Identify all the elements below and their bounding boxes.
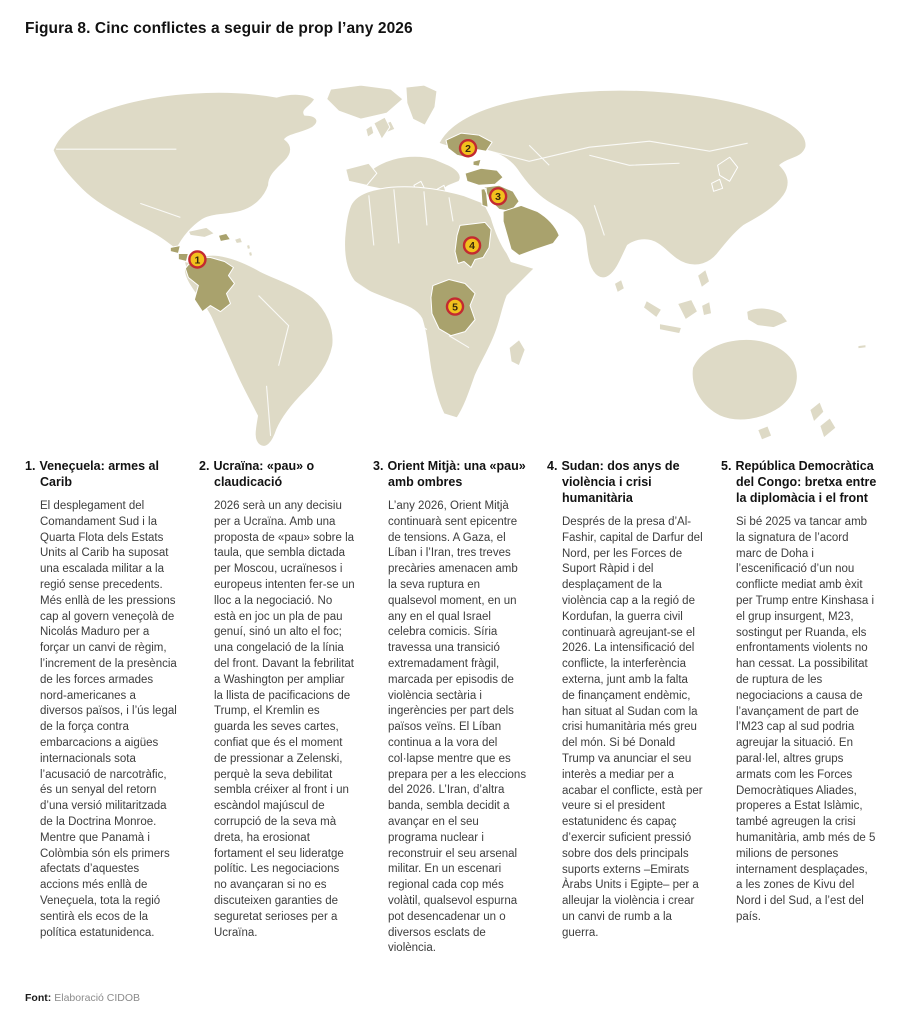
conflict-heading — [547, 458, 703, 506]
map-pacific-island — [858, 345, 866, 349]
world-map — [28, 84, 880, 452]
conflict-heading — [721, 458, 877, 506]
conflict-heading — [199, 458, 355, 490]
map-region-hispaniola — [218, 233, 230, 241]
map-continent-north-america — [53, 92, 317, 249]
map-marker-1 — [189, 251, 205, 267]
map-region-central-america — [170, 245, 188, 261]
map-marker-2 — [460, 140, 476, 156]
map-cuba — [188, 227, 214, 237]
marker-number-1: 1 — [194, 254, 201, 267]
conflict-heading — [373, 458, 529, 490]
conflict-number: 3. — [373, 459, 384, 473]
conflict-body: L’any 2026, Orient Mitjà continuarà sent epicentre de tensions. A Gaza, el Líban i l’Iran, tres treves precàries amenacen amb la seva ruptura en qualsevol moment, en un any en el qual Israel celebra comicis. Síria travessa una transició extremadament fràgil, marcada per episodis de violència sectària i ingerències per part dels països veïns. El Líban continua a la vora del col·lapse mentre que es prepara per a les eleccions del 2026. L’Iran, d’altra banda, sembla decidit a avançar en el seu programa nuclear i reconstruir el seu arsenal militar. En un escenari regional cada cop més volàtil, qualsevol espurna pot desencadenar un o diversos esclats de violència. — [388, 500, 527, 955]
map-sri-lanka — [614, 280, 624, 293]
map-marker-4 — [464, 237, 480, 253]
conflict-column-middle-east — [373, 458, 529, 957]
conflict-title: República Democràtica del Congo: bretxa entre la diplomàcia i el front — [735, 459, 877, 505]
conflict-body: Després de la presa d’Al-Fashir, capital de Darfur del Nord, per les Forces de Suport Ràpid i del desplaçament de la violència cap a la regió de Kordufan, la guerra civil continuarà agreujant-se el 2026. La intensificació del conflicte, la interferència externa, junt amb la falta de finançament endèmic, han situat al Sudan com la crisi humanitària més greu del món. Si bé Donald Trump va anunciar el seu interès a mediar per a acabar el conflicte, està per veure si el president estatunidenc és capaç d’exercir suficient pressió sobre dos dels principals suports externs –Emirats Àrabs Units i Egipte– per a alleujar la violència i crear un canvi de rumb a la guerra. — [562, 516, 703, 939]
conflict-column-sudan — [547, 458, 703, 957]
marker-number-3: 3 — [495, 191, 502, 204]
map-tasmania — [758, 426, 772, 440]
conflict-number: 4. — [547, 459, 558, 473]
conflict-heading — [25, 458, 181, 490]
conflict-column-dr-congo — [721, 458, 877, 957]
map-new-zealand — [810, 402, 836, 438]
figure-title: Figura 8. Cinc conflictes a seguir de prop l’any 2026 — [25, 20, 413, 37]
map-caribbean-island — [234, 237, 242, 243]
map-marker-3 — [490, 188, 506, 204]
map-sumatra — [643, 301, 661, 318]
map-ireland — [366, 125, 374, 137]
map-greenland — [327, 85, 403, 119]
map-marker-5 — [447, 299, 463, 315]
map-lesser-antilles — [247, 244, 253, 256]
conflict-body: El desplegament del Comandament Sud i la Quarta Flota dels Estats Units al Carib ha suposat una escalada militar a la regió sense precedents. Més enllà de les pressions cap al govern veneçolà de Nicolás Maduro per a forçar un canvi de règim, l’increment de la presència de les forces armades nord-americanes a diversos països, i l’ús legal de la força contra embarcacions a aigües internacionals sota l’acusació de narcotràfic, és un senyal del retorn d’una versió militaritzada de la Doctrina Monroe. Mentre que Panamà i Colòmbia són els primers afectats d’aquestes accions més enllà de Veneçuela, tota la regió sentirà els ecos de la política estatunidenca. — [40, 500, 177, 939]
conflict-title: Veneçuela: armes al Carib — [39, 459, 159, 489]
marker-number-4: 4 — [469, 240, 475, 253]
map-uk — [374, 117, 390, 139]
map-new-guinea — [747, 308, 788, 328]
conflict-column-ukraine — [199, 458, 355, 957]
map-continent-australia — [692, 339, 797, 420]
source-line — [25, 992, 140, 1004]
marker-number-2: 2 — [465, 143, 471, 156]
map-java — [659, 324, 681, 334]
map-scandinavia — [406, 85, 437, 125]
map-philippines — [698, 270, 710, 288]
map-madagascar — [509, 340, 525, 366]
conflict-title: Sudan: dos anys de violència i crisi humanitària — [561, 459, 680, 505]
conflict-title: Ucraïna: «pau» o claudicació — [213, 459, 315, 489]
source-label: Font: — [25, 992, 52, 1004]
source-text: Elaboració CIDOB — [54, 992, 141, 1004]
map-sulawesi — [702, 302, 712, 316]
conflict-number: 1. — [25, 459, 36, 473]
conflict-number: 2. — [199, 459, 210, 473]
conflict-number: 5. — [721, 459, 732, 473]
conflict-column-venezuela — [25, 458, 181, 957]
map-region-arabian-peninsula — [503, 205, 559, 255]
conflict-title: Orient Mitjà: una «pau» amb ombres — [387, 459, 526, 489]
map-borneo — [678, 300, 698, 320]
conflict-body: Si bé 2025 va tancar amb la signatura de l’acord marc de Doha i l’escenificació d’un nou conflicte mediat amb èxit per Trump entre Kinshasa i el grup insurgent, M23, sostingut per Ruanda, els enfrontaments violents no han cessat. La possibilitat de ruptura de les negociacions a causa de l’avançament de part de l’M23 cap al sud podria agreujar la situació. En paral·lel, altres grups armats com les Forces Democràtiques Aliades, properes a Estat Islàmic, també agreugen la crisi humanitària, amb més de 5 milions de persones internament desplaçades, a les zones de Kivu del Nord i del Sud, a l’est del país. — [736, 516, 876, 923]
map-region-turkey — [465, 168, 503, 185]
world-map-svg — [28, 84, 880, 452]
conflict-body: 2026 serà un any decisiu per a Ucraïna. Amb una proposta de «pau» sobre la taula, que sembla dictada per Moscou, ucraïnesos i europeus intenten fer-se un lloc a la negociació. No està en joc un pla de pau genuí, sinó un alto el foc; una congelació de la línia del front. Davant la febrilitat a Washington per ampliar la llista de pacificacions de Trump, el Kremlin es guarda les seves cartes, confiat que és el moment de pressionar a Zelenski, perquè la seva debilitat sembla créixer al front i un escàndol majúscul de corrupció de la seva mà dreta, ha erosionat fortament el seu lideratge polític. Les negociacions no avançaran si no es discuteixen garanties de seguretat serioses per a Ucraïna. — [214, 500, 355, 939]
marker-number-5: 5 — [452, 301, 458, 314]
conflict-columns — [25, 458, 885, 957]
